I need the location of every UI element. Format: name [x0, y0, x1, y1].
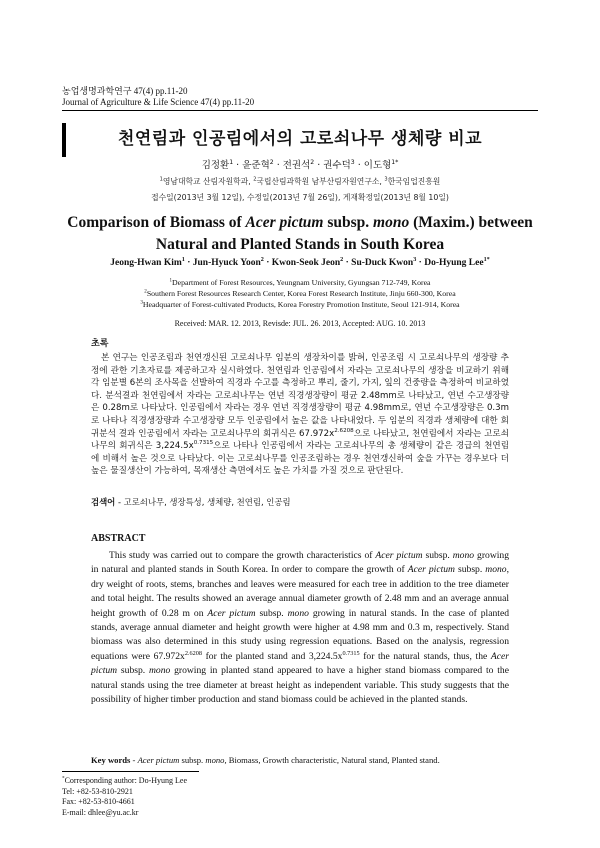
keywords-en: Key words - Acer pictum subsp. mono, Biomass, Growth characteristic, Natural stand, Planted stand.	[91, 755, 440, 765]
title-en: Comparison of Biomass of Acer pictum subsp. mono (Maxim.) between Natural and Planted Stands in South Korea	[67, 214, 533, 253]
footnote-email: E-mail: dhlee@yu.ac.kr	[62, 808, 139, 817]
dates-en: Received: MAR. 12. 2013, Revisde: JUL. 26. 2013, Accepted: AUG. 10. 2013	[174, 319, 426, 328]
dates-ko: 접수일(2013년 3월 12일), 수정일(2013년 7월 26일), 게재확정일(2013년 8월 10일)	[151, 193, 449, 202]
affiliation-en-1: $^1$Department of Forest Resources, Yeungnam University, Gyungsan 712-749, Korea	[169, 277, 431, 287]
title-ko: 천연림과 인공림에서의 고로쇠나무 생체량 비교	[117, 129, 483, 149]
author-en: Jun-Hyuck Yoon	[192, 258, 261, 268]
keywords-ko: 검색어 - 고로쇠나무, 생장특성, 생체량, 천연림, 인공림	[91, 497, 291, 507]
affiliation-en-3: $^3$Headquarter of Forest-cultivated Products, Korea Forestry Promotion Institute, Seoul 121-914, Korea	[140, 299, 460, 309]
abstract-ko-heading: 초록	[91, 339, 109, 349]
author-en: Su-Duck Kwon	[351, 258, 414, 268]
footnote-author: *Corresponding author: Do-Hyung Lee	[62, 775, 188, 785]
journal-header-en: Journal of Agriculture & Life Science 47(4) pp.11-20	[62, 97, 255, 107]
header-rule	[62, 110, 538, 111]
abstract-en-body: This study was carried out to compare the growth characteristics of Acer pictum subsp. mono growing in natural and planted stands in South Korea. In order to compare the growth of Acer pictum subsp. mono, dry weight of roots, stems, branches and leaves were measured for each tree in addition to the tree diameter and total height. The results showed an average annual diameter growth of 2.48 mm and an average annual height growth of 0.28 m on Acer pictum subsp. mono growing in natural stands. In the case of planted stands, average annual diameter and height growth were higher at 4.98 mm and 0.3 m, respectively. Stand biomass was also determined in this study using regression equations. Based on the analysis, regression equations were $67.972x^{2.6208}$ for the planted stand and $3,224.5x^{0.7315}$ for the natural stands, thus, the Acer pictum subsp. mono growing in planted stand appeared to have a higher stand biomass compared to the natural stands using the tree diameter at breast height as independent variable. This study suggests that the possibility of higher timber production and stand biomass could be achieved in the planted stands.	[91, 550, 510, 706]
footnote-rule	[62, 771, 199, 772]
author-ko: 김정환	[201, 160, 230, 171]
journal-header-ko: 농업생명과학연구 47(4) pp.11-20	[62, 86, 188, 96]
affiliation-en-2: $^2$Southern Forest Resources Research Center, Korea Forest Research Institute, Jinju 660-300, Korea	[144, 288, 456, 298]
footnote-tel: Tel: +82-53-810-2921	[62, 787, 133, 796]
author-en: Do-Hyung Lee	[424, 258, 484, 268]
author-ko: 윤준혁	[242, 160, 270, 171]
footnote-fax: Fax: +82-53-810-4661	[62, 797, 135, 806]
authors-en: Jeong-Hwan Kim$^1$ · Jun-Hyuck Yoon$^2$ · Kwon-Seok Jeon$^2$ · Su-Duck Kwon$^3$ · Do-Hyung Lee$^{1*}$	[110, 256, 490, 268]
author-en: Jeong-Hwan Kim	[110, 258, 182, 268]
abstract-en-heading: ABSTRACT	[91, 533, 146, 544]
author-en: Kwon-Seok Jeon	[271, 258, 341, 268]
abstract-ko-body: 본 연구는 인공조림과 천연갱신된 고로쇠나무 임분의 생장차이를 밝혀, 인공조림 시 고로쇠나무의 생장량 추정에 관한 기초자료를 제공하고자 실시하였다. 천연림과 인공림에서 자라는 고로쇠나무의 생장을 비교하기 위해 각 임분별 6본의 조사목을 선발하여 직경과 수고를 측정하고 뿌리, 줄기, 가지, 잎의 건중량을 측정하여 비교하였다. 분석결과 천연림에서 자라는 고로쇠나무는 연년 직경생장량이 평균 2.48mm로 나타났고, 연년 수고생장량은 0.28m로 나타났다. 인공림에서 자라는 경우 연년 직경생장량이 평균 4.98mm로, 연년 수고생장량은 0.3m로 나타나 직경생장량과 수고생장량 모두 인공림에서 높은 값을 나타내었다. 두 임분의 직경과 생체량에 대한 회귀분석 결과 인공림에서 자라는 고로쇠나무의 회귀식은 $67.972x^{2.6208}$으로 나타났고, 천연림에서 자라는 고로쇠나무의 회귀식은 $3,224.5x^{0.7315}$으로 나타나 인공림에서 자라는 고로쇠나무의 총 생체량이 같은 경급의 천연림에 비해서 높은 것으로 나타났다. 이는 고로쇠나무를 인공조림하는 경우 천연갱신하여 숲을 가꾸는 경우보다 더 높은 물질생산이 가능하여, 목재생산 측면에서도 높은 가치를 가질 것으로 판단된다.	[91, 353, 509, 477]
author-ko: 권수덕	[323, 160, 351, 171]
keywords-en-label: Key words	[91, 755, 131, 765]
authors-ko: 김정환$^1$ · 윤준혁$^2$ · 전권석$^2$ · 권수덕$^3$ · 이도형$^{1*}$	[201, 158, 399, 171]
affiliations-ko: $^1$영남대학교 산림자원학과, $^2$국립산림과학원 남부산림자원연구소, $^3$한국임업진흥원	[159, 176, 441, 186]
author-ko: 이도형	[363, 160, 392, 171]
keywords-ko-label: 검색어	[91, 497, 116, 507]
author-ko: 전권석	[282, 160, 311, 171]
